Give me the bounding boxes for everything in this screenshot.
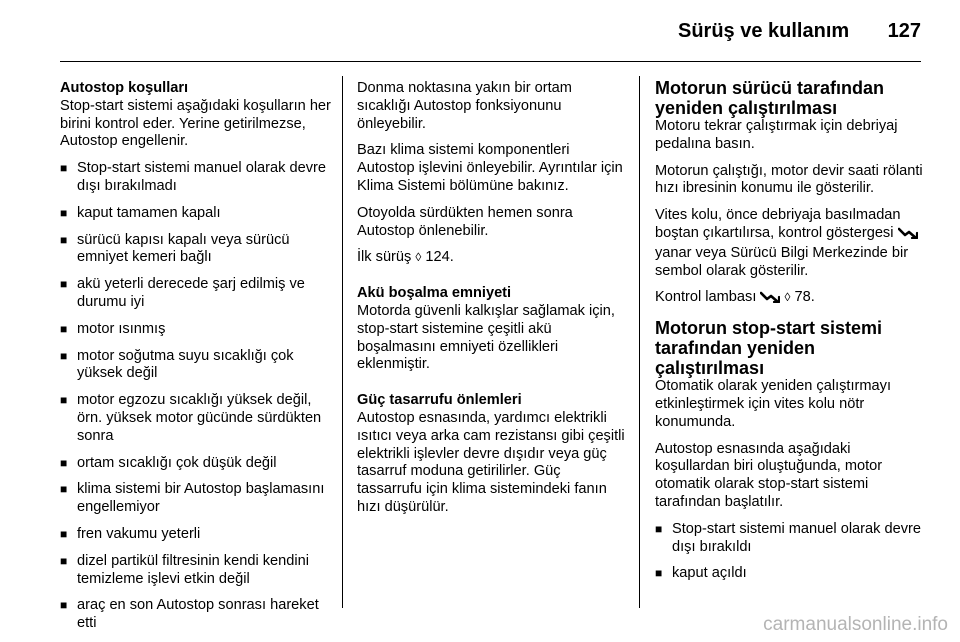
control-lamp-text: Kontrol lambası xyxy=(655,289,757,306)
paragraph-frost: Donma noktasına yakın bir ortam sıcaklığı Autostop fonksiyonunu önleyebilir. xyxy=(357,80,572,132)
column-3 xyxy=(655,78,925,592)
system-restart-p1: Otomatik olarak yeniden çalıştırmayı etkinleştirmek için vites kolu nötr konumunda. xyxy=(655,378,892,430)
bullet-icon: ■ xyxy=(60,482,68,497)
bullet-icon: ■ xyxy=(655,566,663,581)
list-item-text: ortam sıcaklığı çok düşük değil xyxy=(77,454,277,471)
bullet-icon: ■ xyxy=(655,521,663,536)
autostop-conditions-intro: Stop-start sistemi aşağıdaki koşulların her birini kontrol eder. Yerine getirilmezse, Autostop engellenir. xyxy=(60,97,331,150)
list-item xyxy=(60,321,332,339)
list-item-text: motor egzozu sıcaklığı yüksek değil, örn. yüksek motor gücünde sürdükten sonra xyxy=(77,392,322,444)
bullet-icon: ■ xyxy=(60,455,68,470)
bullet-icon: ■ xyxy=(60,598,68,613)
driver-restart-heading: Motorun sürücü tarafından yeniden çalıştırılması xyxy=(655,78,884,118)
watermark: carmanualsonline.info xyxy=(763,614,948,635)
power-saving-text: Autostop esnasında, yardımcı elektrikli ısıtıcı veya arka cam rezistansı gibi çeşitli elektrikli işlevler devre dışıdır veya güç tasarruf moduna getirilirler. Güç tassarrufu için klima sistemindeki fanın hızı düşürülür. xyxy=(357,409,625,515)
list-item xyxy=(60,526,332,544)
list-item xyxy=(60,348,332,384)
list-item-text: klima sistemi bir Autostop başlamasını engellemiyor xyxy=(77,481,325,516)
paragraph-climate: Bazı klima sistemi komponentleri Autostop işlevini önleyebilir. Ayrıntılar için Klima Sistemi bölümüne bakınız. xyxy=(357,142,623,194)
bullet-icon: ■ xyxy=(60,348,68,363)
column-divider-2 xyxy=(639,76,640,608)
bullet-icon: ■ xyxy=(60,277,68,292)
system-restart-heading: Motorun stop-start sistemi tarafından yeniden çalıştırılması xyxy=(655,318,883,379)
header-divider xyxy=(60,61,921,62)
power-saving-heading: Güç tasarrufu önlemleri xyxy=(357,392,522,409)
page-title: Sürüş ve kullanım xyxy=(678,20,850,42)
bullet-icon: ■ xyxy=(60,205,68,220)
list-item xyxy=(60,205,332,223)
list-item xyxy=(60,455,332,473)
system-restart-p2: Autostop esnasında aşağıdaki koşullardan biri oluştuğunda, motor otomatik olarak stop-start sistemi tarafından başlatılır. xyxy=(655,440,883,510)
bullet-icon: ■ xyxy=(60,553,68,568)
list-item-text: Stop-start sistemi manuel olarak devre dışı bırakılmadı xyxy=(77,160,327,194)
list-item-text: kaput tamamen kapalı xyxy=(77,204,221,221)
list-item xyxy=(655,521,925,557)
page-number: 127 xyxy=(887,20,921,42)
autostop-conditions-heading: Autostop koşulları xyxy=(60,80,189,96)
battery-protection-heading: Akü boşalma emniyeti xyxy=(357,285,512,302)
driver-restart-p1: Motoru tekrar çalıştırmak için debriyaj pedalına basın. xyxy=(655,118,898,152)
column-divider-1 xyxy=(342,76,343,608)
control-lamp-ref[interactable]: 78. xyxy=(794,289,815,306)
list-item-text: motor soğutma suyu sıcaklığı çok yüksek değil xyxy=(77,347,294,382)
list-item-text: kaput açıldı xyxy=(672,565,747,582)
list-item-text: Stop-start sistemi manuel olarak devre dışı bırakıldı xyxy=(672,520,922,555)
list-item xyxy=(655,565,925,583)
list-item-text: araç en son Autostop sonrası hareket etti xyxy=(77,597,319,632)
system-restart-list xyxy=(655,521,925,583)
page-reference-icon: ◊ xyxy=(784,290,791,305)
list-item xyxy=(60,553,332,589)
driver-restart-p2: Motorun çalıştığı, motor devir saati rölanti hızı ibresinin konumu ile gösterilir. xyxy=(655,162,923,197)
paragraph-highway: Otoyolda sürdükten hemen sonra Autostop önlenebilir. xyxy=(357,204,573,239)
list-item-text: motor ısınmış xyxy=(77,320,166,337)
battery-protection-text: Motorda güvenli kalkışlar sağlamak için, stop-start sistemine çeşitli akü boşalmasını emniyeti özellikleri eklenmiştir. xyxy=(357,302,615,373)
bullet-icon: ■ xyxy=(60,321,68,336)
list-item xyxy=(60,276,332,312)
bullet-icon: ■ xyxy=(60,393,68,408)
driver-restart-p3-b: yanar veya Sürücü Bilgi Merkezinde bir sembol olarak gösterilir. xyxy=(655,244,909,279)
driver-restart-p3-a: Vites kolu, önce debriyaja basılmadan boştan çıkartılırsa, kontrol göstergesi xyxy=(655,207,901,241)
autostop-conditions-list xyxy=(60,160,332,633)
control-lamp-paragraph xyxy=(655,289,925,309)
driver-restart-p3 xyxy=(655,207,925,280)
autostop-indicator-icon xyxy=(760,291,780,309)
list-item-text: fren vakumu yeterli xyxy=(77,525,201,542)
list-item-text: sürücü kapısı kapalı veya sürücü emniyet kemeri bağlı xyxy=(77,231,290,266)
list-item-text: dizel partikül filtresinin kendi kendini temizleme işlevi etkin değil xyxy=(77,552,309,587)
bullet-icon: ■ xyxy=(60,232,68,247)
first-drive-ref[interactable]: 124. xyxy=(425,249,454,266)
column-2 xyxy=(357,80,627,526)
list-item xyxy=(60,392,332,445)
page-reference-icon: ◊ xyxy=(415,250,422,265)
list-item-text: akü yeterli derecede şarj edilmiş ve durumu iyi xyxy=(77,276,305,310)
bullet-icon: ■ xyxy=(60,526,68,541)
first-drive-text: İlk sürüş xyxy=(357,249,412,266)
list-item xyxy=(60,160,332,196)
autostop-indicator-icon xyxy=(898,227,918,245)
list-item xyxy=(60,481,332,517)
paragraph-first-drive xyxy=(357,249,627,267)
list-item xyxy=(60,232,332,268)
bullet-icon: ■ xyxy=(60,161,68,176)
list-item xyxy=(60,597,332,633)
column-1 xyxy=(60,80,332,642)
